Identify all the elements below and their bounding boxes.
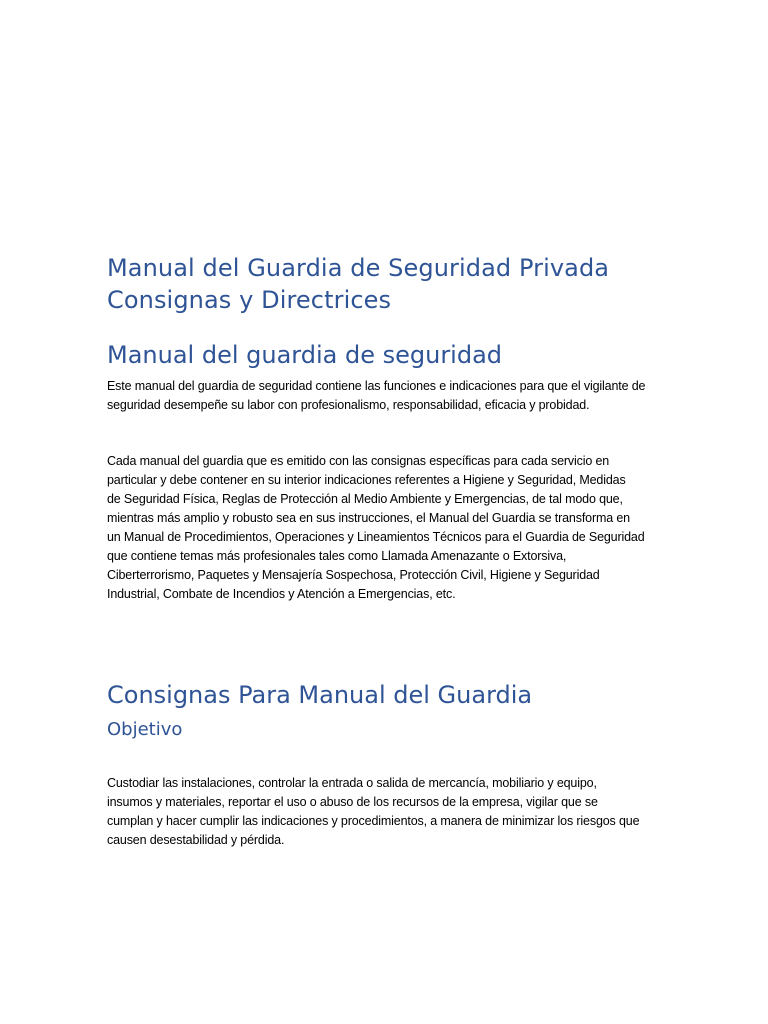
paragraph-line: causen desestabilidad y pérdida. bbox=[107, 833, 285, 847]
section-heading-manual: Manual del guardia de seguridad bbox=[107, 341, 503, 369]
paragraph-line: Ciberterrorismo, Paquetes y Mensajería Sospechosa, Protección Civil, Higiene y Seguridad bbox=[107, 568, 600, 582]
intro-paragraph bbox=[107, 377, 667, 415]
paragraph-line: Industrial, Combate de Incendios y Atención a Emergencias, etc. bbox=[107, 587, 456, 601]
document-content bbox=[107, 252, 667, 850]
paragraph-line: Cada manual del guardia que es emitido con las consignas específicas para cada servicio en bbox=[107, 454, 610, 468]
paragraph-line: seguridad desempeñe su labor con profesionalismo, responsabilidad, eficacia y probidad. bbox=[107, 398, 590, 412]
title-line-1: Manual del Guardia de Seguridad Privada bbox=[107, 254, 610, 282]
paragraph-line: Este manual del guardia de seguridad contiene las funciones e indicaciones para que el vigilante de bbox=[107, 379, 646, 393]
paragraph-line: Custodiar las instalaciones, controlar la entrada o salida de mercancía, mobiliario y equipo, bbox=[107, 776, 597, 790]
description-paragraph bbox=[107, 452, 667, 604]
paragraph-line: particular y debe contener en su interior indicaciones referentes a Higiene y Seguridad, Medidas bbox=[107, 473, 626, 487]
title-line-2: Consignas y Directrices bbox=[107, 286, 392, 314]
subheading-objetivo: Objetivo bbox=[107, 719, 183, 740]
document-title bbox=[107, 252, 667, 316]
paragraph-line: mientras más amplio y robusto sea en sus instrucciones, el Manual del Guardia se transforma en bbox=[107, 511, 630, 525]
paragraph-line: que contiene temas más profesionales tales como Llamada Amenazante o Extorsiva, bbox=[107, 549, 567, 563]
paragraph-line: insumos y materiales, reportar el uso o abuso de los recursos de la empresa, vigilar que se bbox=[107, 795, 598, 809]
paragraph-line: un Manual de Procedimientos, Operaciones y Lineamientos Técnicos para el Guardia de Seguridad bbox=[107, 530, 645, 544]
section-heading-consignas: Consignas Para Manual del Guardia bbox=[107, 681, 533, 709]
paragraph-line: de Seguridad Física, Reglas de Protección al Medio Ambiente y Emergencias, de tal modo que, bbox=[107, 492, 623, 506]
objective-paragraph bbox=[107, 774, 667, 850]
paragraph-line: cumplan y hacer cumplir las indicaciones y procedimientos, a manera de minimizar los riesgos que bbox=[107, 814, 640, 828]
